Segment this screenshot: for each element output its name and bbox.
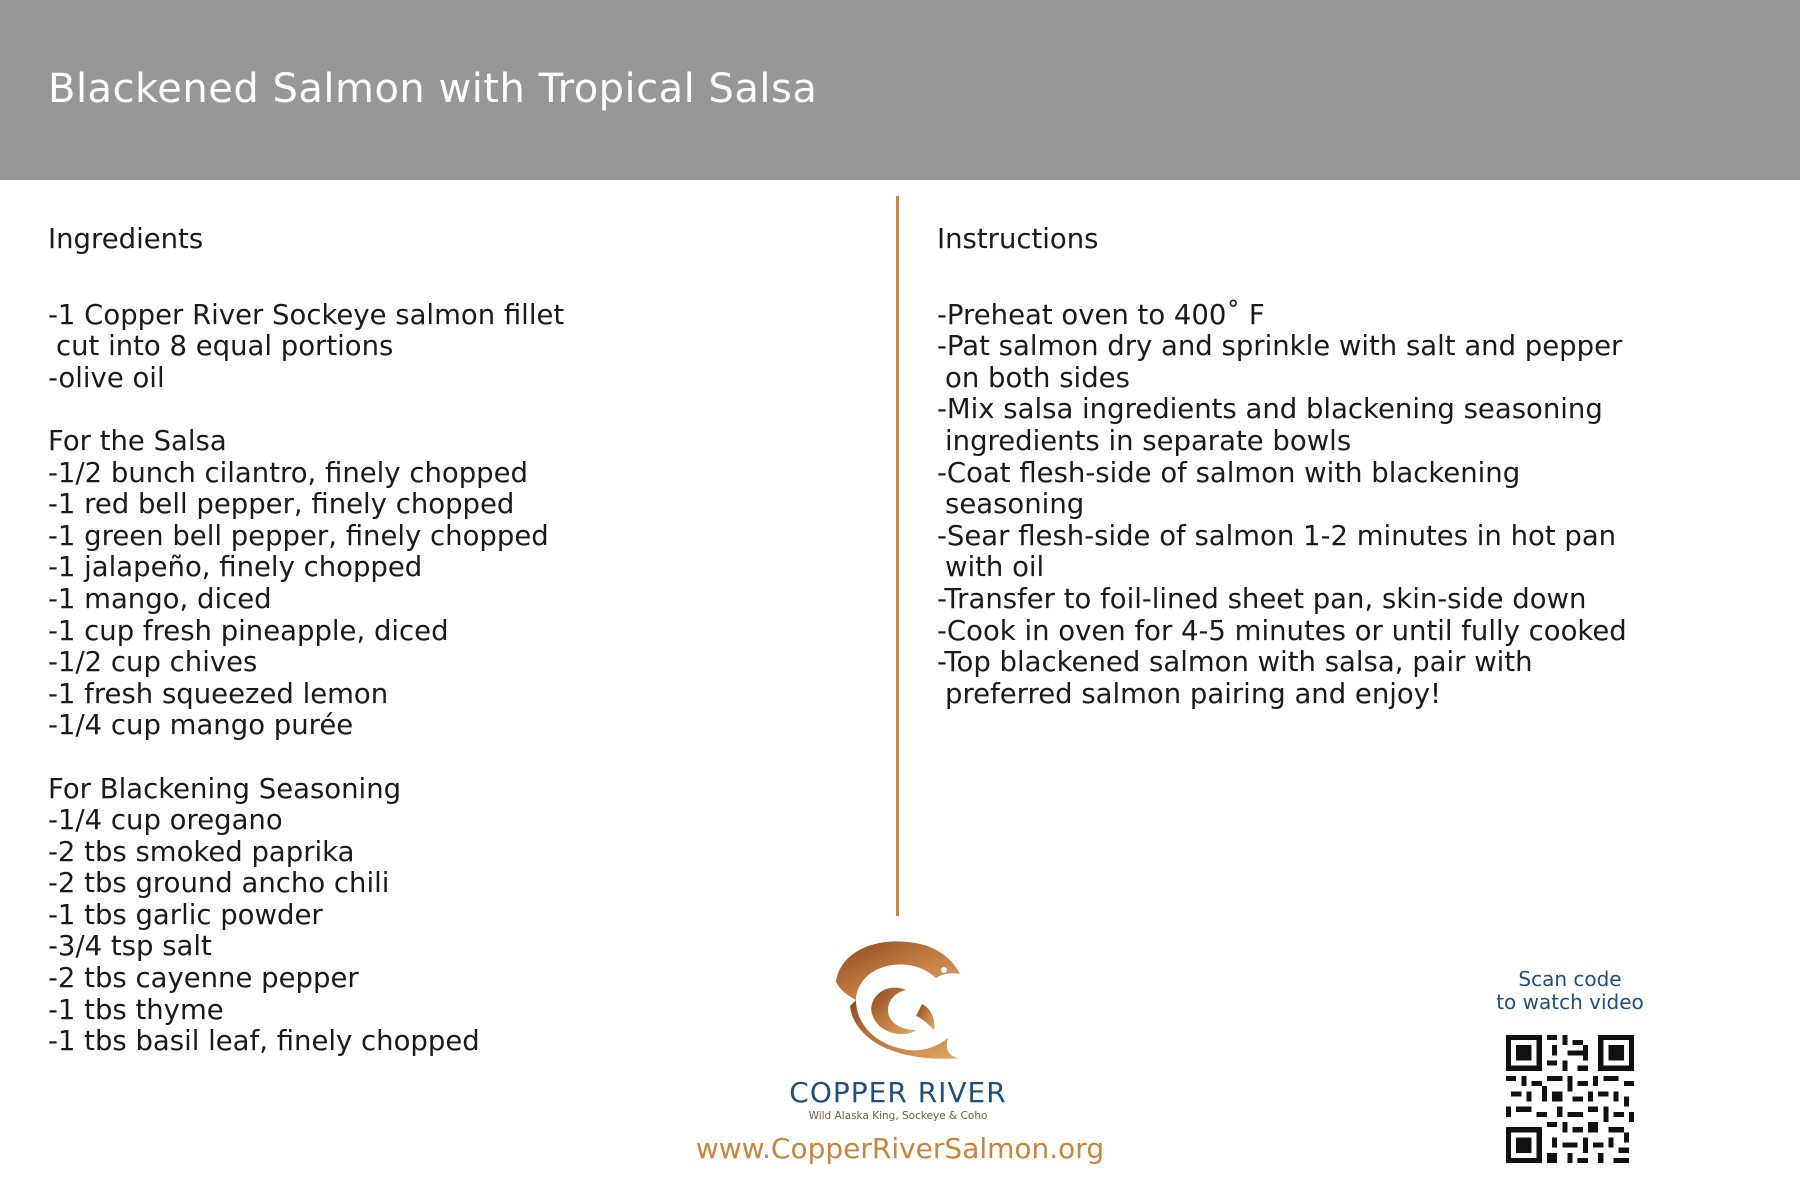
salsa-ingredient: -1 mango, diced	[48, 582, 272, 615]
instruction-line: -Cook in oven for 4-5 minutes or until fully cooked	[937, 614, 1627, 647]
seasoning-ingredient: -2 tbs smoked paprika	[48, 835, 355, 868]
seasoning-ingredient: -2 tbs ground ancho chili	[48, 867, 390, 900]
instruction-line: -Top blackened salmon with salsa, pair with	[937, 646, 1533, 679]
ingredients-column	[48, 224, 868, 1058]
scan-line-1: Scan code	[1518, 967, 1622, 991]
brand-tagline: Wild Alaska King, Sockeye & Coho	[808, 1110, 988, 1122]
instruction-line: -Sear flesh-side of salmon 1-2 minutes in hot pan	[937, 519, 1617, 552]
ingredient-line: -1 Copper River Sockeye salmon fillet	[48, 298, 565, 331]
instruction-line: -Transfer to foil-lined sheet pan, skin-side down	[937, 582, 1587, 615]
instructions-column	[937, 224, 1757, 710]
website-link[interactable]: www.CopperRiverSalmon.org	[695, 1132, 1105, 1165]
seasoning-ingredient: -1 tbs garlic powder	[48, 898, 323, 931]
instructions-heading: Instructions	[937, 223, 1099, 255]
copper-river-logo	[786, 934, 1010, 1124]
qr-code-icon[interactable]	[1506, 1035, 1634, 1163]
salsa-ingredient: -1 green bell pepper, finely chopped	[48, 519, 549, 552]
scan-line-2: to watch video	[1496, 990, 1644, 1014]
scan-prompt	[1440, 968, 1700, 1014]
instruction-line: -Mix salsa ingredients and blackening seasoning	[937, 393, 1603, 426]
ingredients-heading: Ingredients	[48, 223, 204, 255]
salsa-ingredient: -1/2 cup chives	[48, 646, 258, 679]
ingredient-line: cut into 8 equal portions	[56, 330, 394, 363]
instruction-line: on both sides	[945, 361, 1130, 394]
seasoning-ingredient: -2 tbs cayenne pepper	[48, 962, 359, 995]
instruction-line: -Preheat oven to 400˚ F	[937, 298, 1265, 331]
seasoning-ingredient: -1 tbs basil leaf, finely chopped	[48, 1025, 480, 1058]
seasoning-heading: For Blackening Seasoning	[48, 772, 402, 805]
instruction-line: -Coat flesh-side of salmon with blackening	[937, 456, 1521, 489]
salsa-ingredient: -1/4 cup mango purée	[48, 709, 354, 742]
column-divider	[896, 196, 899, 916]
salsa-ingredient: -1 cup fresh pineapple, diced	[48, 614, 449, 647]
seasoning-ingredient: -3/4 tsp salt	[48, 930, 212, 963]
ingredient-line: -olive oil	[48, 361, 165, 394]
instruction-line: ingredients in separate bowls	[945, 424, 1352, 457]
seasoning-ingredient: -1 tbs thyme	[48, 993, 224, 1026]
instruction-line: with oil	[945, 551, 1045, 584]
salsa-ingredient: -1 red bell pepper, finely chopped	[48, 488, 515, 521]
salmon-logo-icon	[826, 934, 966, 1060]
instruction-line: -Pat salmon dry and sprinkle with salt and pepper	[937, 330, 1623, 363]
salsa-heading: For the Salsa	[48, 424, 227, 457]
instruction-line: preferred salmon pairing and enjoy!	[945, 677, 1442, 710]
instruction-line: seasoning	[945, 488, 1085, 521]
brand-name: COPPER RIVER	[789, 1076, 1007, 1109]
header-bar	[0, 0, 1800, 180]
salsa-ingredient: -1 jalapeño, finely chopped	[48, 551, 423, 584]
salsa-ingredient: -1/2 bunch cilantro, finely chopped	[48, 456, 528, 489]
recipe-title: Blackened Salmon with Tropical Salsa	[48, 66, 818, 112]
seasoning-ingredient: -1/4 cup oregano	[48, 804, 283, 837]
salsa-ingredient: -1 fresh squeezed lemon	[48, 677, 389, 710]
